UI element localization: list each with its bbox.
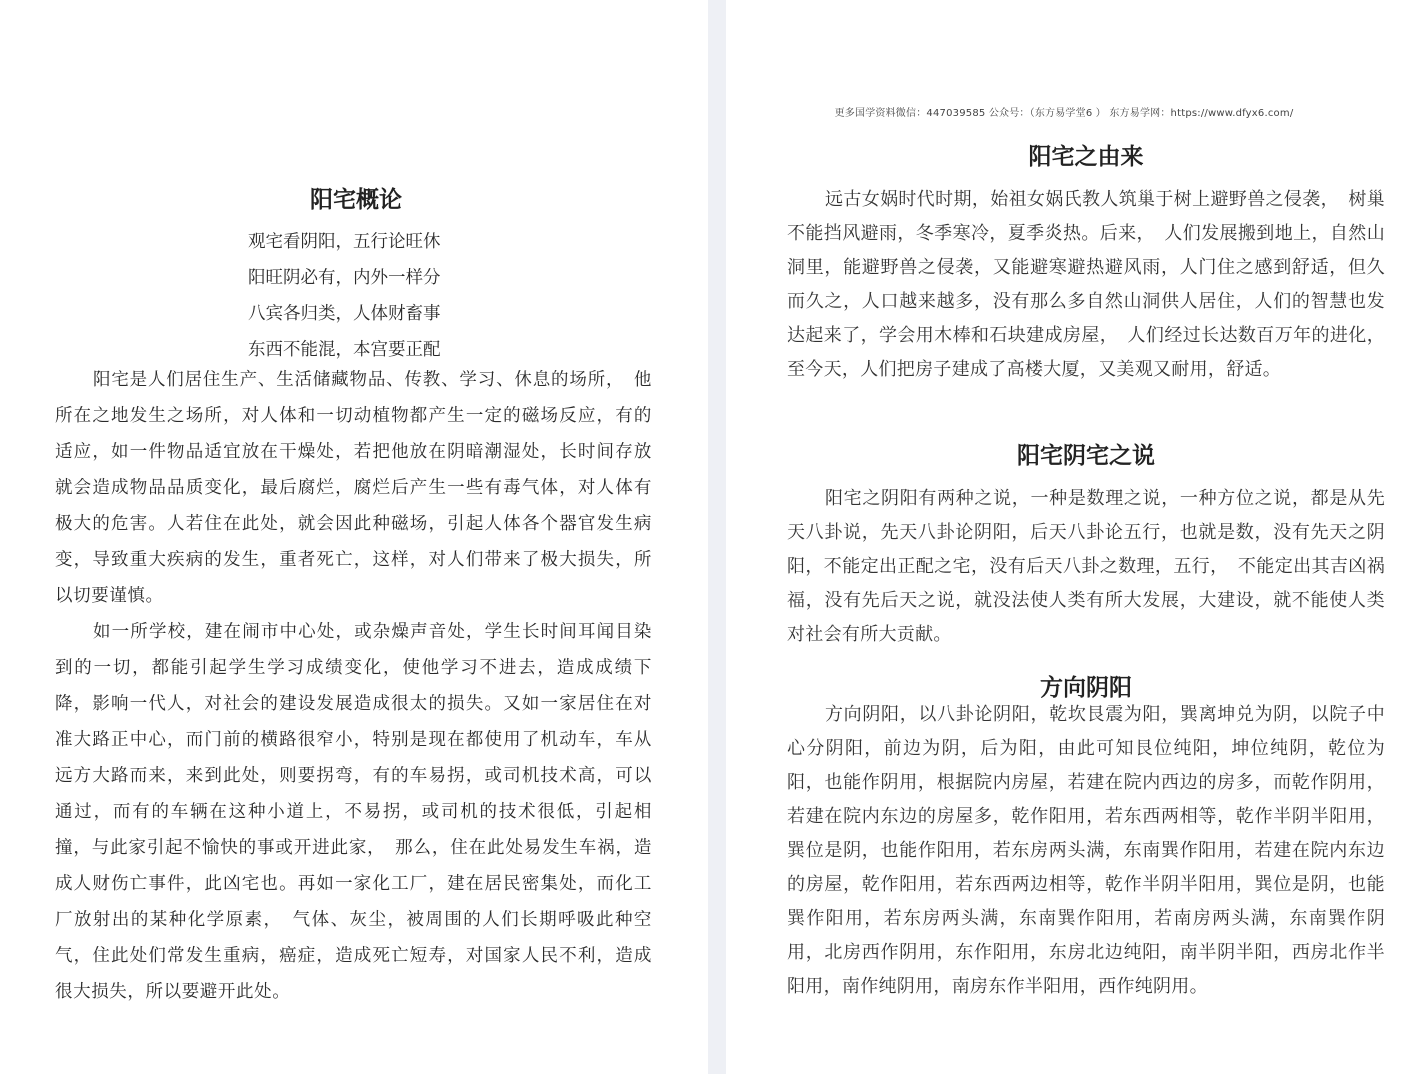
poem-line: 观宅看阴阳，五行论旺休	[248, 232, 441, 252]
body-paragraph: 如一所学校，建在闹市中心处，或杂燥声音处，学生长时间耳闻目染到的一切，都能引起学生学习成绩变化，使他学习不进去，造成成绩下降，影响一代人，对社会的建设发展造成很太的损失。又如一家居住在对准大路正中心，而门前的横路很窄小，特别是现在都使用了机动车，车从远方大路而来，来到此处，则要拐弯，有的车易拐，或司机技术高，可以通过，而有的车辆在这种小道上，不易拐，或司机的技术很低，引起相撞，与此家引起不愉快的事或开进此家， 那么，住在此处易发生车祸，造成人财伤亡事件，此凶宅也。再如一家化工厂，建在居民密集处，而化工厂放射出的某种化学原素， 气体、灰尘，被周围的人们长期呼吸此种空气，住此处们常发生重病，癌症，造成死亡短寿，对国家人民不利，造成很大损失，所以要避开此处。	[55, 622, 652, 1002]
page-header-note: 更多国学资料微信：447039585 公众号：（东方易学堂6 ） 东方易学网：https://www.dfyx6.com/	[834, 108, 1294, 119]
section-title: 阳宅阴宅之说	[1017, 443, 1155, 469]
section-paragraph: 远古女娲时代时期，始祖女娲氏教人筑巢于树上避野兽之侵袭， 树巢不能挡风避雨，冬季寒冷，夏季炎热。后来， 人们发展搬到地上，自然山洞里，能避野兽之侵袭，又能避寒避热避风雨，人门住之感到舒适，但久而久之，人口越来越多，没有那么多自然山洞供人居住，人们的智慧也发达起来了，学会用木棒和石块建成房屋， 人们经过长达数百万年的进化，至今天，人们把房子建成了高楼大厦，又美观又耐用，舒适。	[787, 189, 1385, 380]
section-paragraph: 阳宅之阴阳有两种之说，一种是数理之说，一种方位之说，都是从先天八卦说，先天八卦论阴阳，后天八卦论五行，也就是数，没有先天之阴阳，不能定出正配之宅，没有后天八卦之数理，五行， 不能定出其吉凶祸福，没有先后天之说，就没法使人类有所大发展，大建设，就不能使人类对社会有所大贡献。	[787, 488, 1385, 645]
right-page	[726, 0, 1402, 1074]
poem-block	[248, 226, 441, 370]
page-title: 阳宅概论	[310, 187, 402, 213]
page-gutter	[708, 0, 726, 1074]
section-paragraph: 方向阴阳，以八卦论阴阳，乾坎艮震为阳，巽离坤兑为阴，以院子中心分阴阳，前边为阴，后为阳，由此可知艮位纯阳，坤位纯阴，乾位为阳，也能作阴用，根据院内房屋，若建在院内西边的房多，而乾作阴用，若建在院内东边的房屋多，乾作阳用，若东西两相等，乾作半阴半阳用，巽位是阴，也能作阳用，若东房两头满，东南巽作阳用，若建在院内东边的房屋，乾作阳用，若东西两边相等，乾作半阴半阳用，巽位是阴，也能巽作阳用，若东房两头满，东南巽作阳用，若南房两头满，东南巽作阴用，北房西作阴用，东作阳用，东房北边纯阳，南半阴半阳，西房北作半阳用，南作纯阴用，南房东作半阳用，西作纯阴用。	[787, 704, 1385, 997]
body-paragraph: 阳宅是人们居住生产、生活储藏物品、传教、学习、休息的场所， 他所在之地发生之场所，对人体和一切动植物都产生一定的磁场反应，有的适应，如一件物品适宜放在干燥处，若把他放在阴暗潮湿处，长时间存放就会造成物品品质变化，最后腐烂，腐烂后产生一些有毒气体，对人体有极大的危害。人若住在此处，就会因此种磁场，引起人体各个器官发生病变，导致重大疾病的发生，重者死亡，这样，对人们带来了极大损失，所以切要谨慎。	[55, 370, 652, 606]
poem-line: 东西不能混，本宫要正配	[248, 340, 441, 360]
poem-line: 八宾各归类，人体财畜事	[248, 304, 441, 324]
section-title: 方向阴阳	[1040, 675, 1132, 701]
poem-line: 阳旺阴必有，内外一样分	[248, 268, 441, 288]
section-title: 阳宅之由来	[1028, 144, 1144, 170]
